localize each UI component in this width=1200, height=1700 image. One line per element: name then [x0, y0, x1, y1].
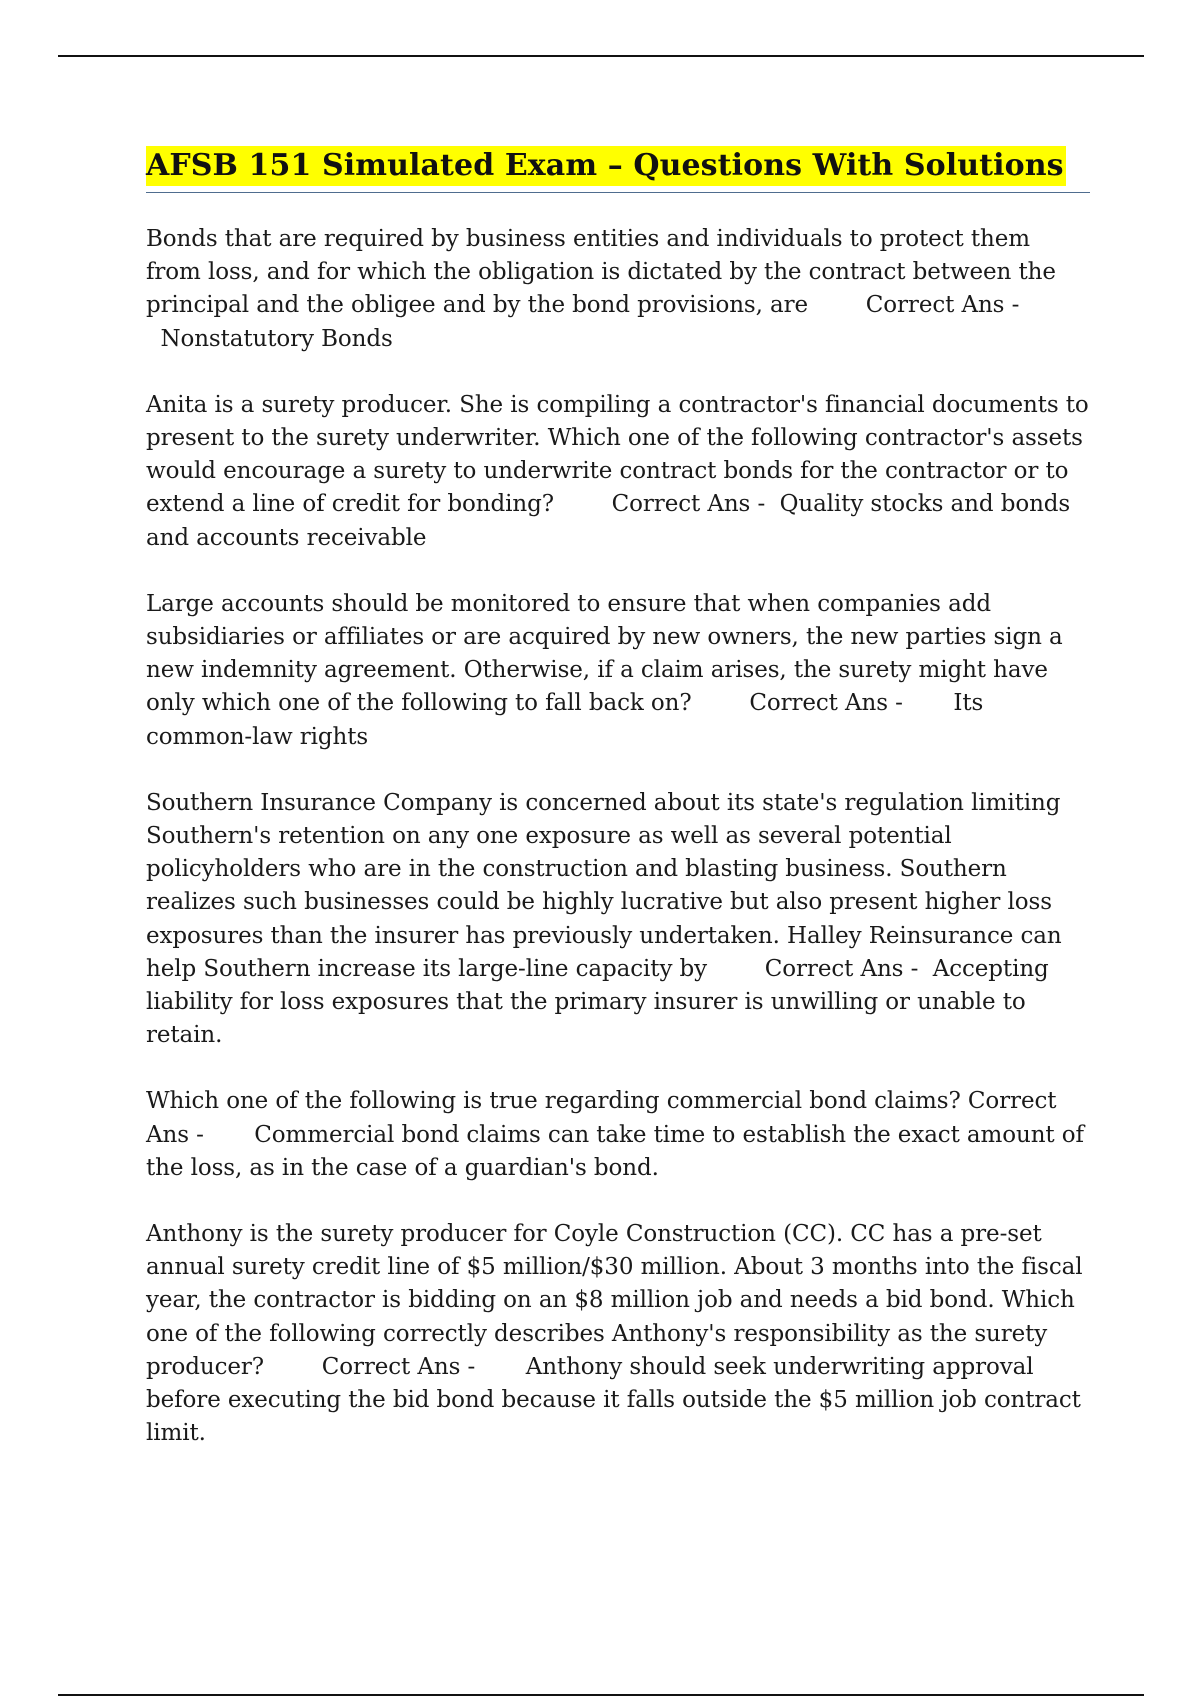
question-text: Anita is a surety producer. She is compiling a contractor's financial documents to present to the surety underwriter. Which one of the following contractor's assets would encourage a surety to underwrite contract bonds for the contractor or to extend a line of credit for bonding?	[146, 391, 1089, 518]
answer-text: Anthony should seek underwriting approval before executing the bid bond because it falls outside the $5 million job contract limit.	[146, 1353, 1081, 1447]
qa-item	[146, 588, 1090, 754]
footer-rule	[58, 1694, 1144, 1696]
correct-answer-label: Correct Ans -	[146, 1088, 1057, 1148]
correct-answer-label: Correct Ans -	[321, 1353, 476, 1380]
question-text: Which one of the following is true regarding commercial bond claims?	[146, 1088, 961, 1115]
correct-answer-label: Correct Ans -	[865, 292, 1020, 319]
answer-text: Nonstatutory Bonds	[160, 325, 393, 352]
document-body	[146, 146, 1090, 1484]
answer-text: Commercial bond claims can take time to establish the exact amount of the loss, as in the case of a guardian's bond.	[146, 1121, 1084, 1181]
qa-item	[146, 223, 1090, 356]
qa-item	[146, 1218, 1090, 1450]
qa-item	[146, 1085, 1090, 1185]
correct-answer-label: Correct Ans -	[764, 955, 919, 982]
answer-text: Quality stocks and bonds and accounts receivable	[146, 491, 1071, 551]
qa-item	[146, 787, 1090, 1053]
question-text: Anthony is the surety producer for Coyle Construction (CC). CC has a pre-set annual surety credit line of $5 million/$30 million. About 3 months into the fiscal year, the contractor is bidding on an $8 million job and needs a bid bond. Which one of the following correctly describes Anthony's responsibility as the surety producer?	[146, 1221, 1083, 1380]
question-text: Bonds that are required by business entities and individuals to protect them from loss, and for which the obligation is dictated by the contract between the principal and the obligee and by the bond provisions, are	[146, 226, 1056, 319]
qa-item	[146, 389, 1090, 555]
correct-answer-label: Correct Ans -	[749, 690, 903, 717]
title-block	[146, 146, 1090, 193]
answer-text: Its common-law rights	[146, 690, 984, 750]
question-text: Southern Insurance Company is concerned about its state's regulation limiting Southern's retention on any one exposure as well as several potential policyholders who are in the construction and blasting business. Southern realizes such businesses could be highly lucrative but also present higher loss exposures than the insurer has previously undertaken. Halley Reinsurance can help Southern increase its large-line capacity by	[146, 789, 1062, 982]
answer-text: Accepting liability for loss exposures that the primary insurer is unwilling or unable to retain.	[146, 955, 1049, 1049]
correct-answer-label: Correct Ans -	[611, 491, 766, 518]
question-text: Large accounts should be monitored to ensure that when companies add subsidiaries or affiliates or are acquired by new owners, the new parties sign a new indemnity agreement. Otherwise, if a claim arises, the surety might have only which one of the following to fall back on?	[146, 590, 1063, 717]
header-rule	[58, 55, 1144, 57]
document-title: AFSB 151 Simulated Exam – Questions With Solutions	[146, 146, 1066, 186]
